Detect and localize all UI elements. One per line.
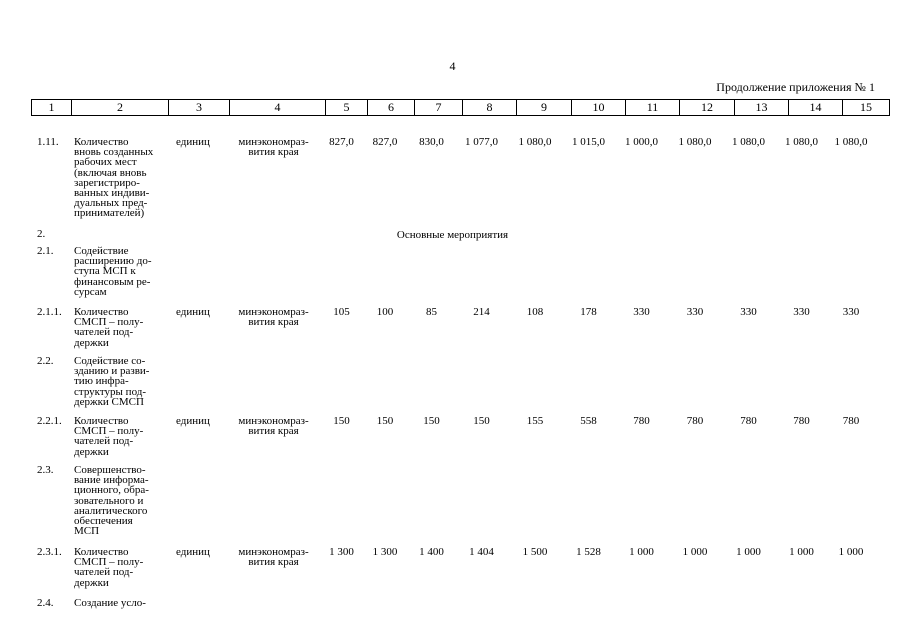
value-cell: 330 bbox=[633, 306, 650, 318]
value-cell: 1 528 bbox=[576, 546, 601, 558]
row-number: 2.2. bbox=[37, 355, 54, 367]
unit-cell: единиц bbox=[176, 306, 210, 318]
row-number: 2. bbox=[37, 228, 46, 240]
value-cell: 330 bbox=[842, 306, 860, 318]
value-cell: 1 404 bbox=[469, 546, 494, 558]
unit-cell: единиц bbox=[176, 136, 210, 148]
value-cell: 1 000 bbox=[789, 546, 814, 558]
indicator-name: Количество СМСП – полу- чателей под- держки bbox=[74, 415, 144, 458]
indicator-name: Совершенство- вание информа- ционного, обра- зовательного и аналитического обеспечения МСП bbox=[74, 464, 149, 538]
row-number: 2.1.1. bbox=[37, 306, 62, 318]
value-cell: 1 300 bbox=[329, 546, 354, 558]
value-cell: 108 bbox=[526, 306, 544, 318]
row-number: 1.11. bbox=[37, 136, 59, 148]
unit-cell: единиц bbox=[176, 415, 210, 427]
continuation-label: Продолжение приложения № 1 bbox=[716, 80, 875, 94]
value-cell: 105 bbox=[333, 306, 350, 318]
header-col-6: 6 bbox=[368, 100, 415, 116]
value-cell: 330 bbox=[793, 306, 810, 318]
value-cell: 1 000,0 bbox=[625, 136, 658, 148]
column-header-row bbox=[32, 100, 890, 116]
value-cell: 1 080,0 bbox=[518, 136, 552, 148]
header-col-3: 3 bbox=[169, 100, 230, 116]
header-col-7: 7 bbox=[415, 100, 463, 116]
row-number: 2.1. bbox=[37, 245, 54, 257]
value-cell: 780 bbox=[740, 415, 757, 427]
header-col-8: 8 bbox=[463, 100, 517, 116]
value-cell: 1 080,0 bbox=[732, 136, 765, 148]
value-cell: 1 077,0 bbox=[465, 136, 498, 148]
row-number: 2.3.1. bbox=[37, 546, 62, 558]
value-cell: 1 080,0 bbox=[834, 136, 868, 148]
responsible-org: минэкономраз- вития края bbox=[238, 306, 309, 329]
column-header-table bbox=[31, 99, 890, 116]
value-cell: 150 bbox=[376, 415, 394, 427]
value-cell: 827,0 bbox=[372, 136, 398, 148]
unit-cell: единиц bbox=[176, 546, 210, 558]
value-cell: 178 bbox=[580, 306, 597, 318]
value-cell: 1 500 bbox=[522, 546, 548, 558]
value-cell: 1 000 bbox=[629, 546, 654, 558]
value-cell: 100 bbox=[376, 306, 394, 318]
value-cell: 150 bbox=[423, 415, 440, 427]
value-cell: 1 015,0 bbox=[572, 136, 605, 148]
value-cell: 330 bbox=[686, 306, 704, 318]
indicator-name: Количество вновь созданных рабочих мест (включая вновь зарегистриро- ванных индиви- дуальных пред- принимателей) bbox=[74, 136, 154, 220]
row-number: 2.2.1. bbox=[37, 415, 62, 427]
value-cell: 1 000 bbox=[736, 546, 761, 558]
page-number: 4 bbox=[449, 59, 456, 73]
value-cell: 150 bbox=[473, 415, 490, 427]
row-number: 2.3. bbox=[37, 464, 54, 476]
header-col-4: 4 bbox=[230, 100, 326, 116]
indicator-name: Создание усло- bbox=[74, 597, 146, 609]
value-cell: 780 bbox=[842, 415, 860, 427]
header-col-1: 1 bbox=[32, 100, 72, 116]
value-cell: 1 080,0 bbox=[785, 136, 818, 148]
value-cell: 1 400 bbox=[419, 546, 444, 558]
value-cell: 214 bbox=[473, 306, 490, 318]
header-col-13: 13 bbox=[735, 100, 789, 116]
value-cell: 780 bbox=[686, 415, 704, 427]
header-col-2: 2 bbox=[72, 100, 169, 116]
indicator-name: Содействие со- зданию и разви- тию инфра- структуры под- держки СМСП bbox=[74, 355, 150, 408]
value-cell: 85 bbox=[426, 306, 437, 318]
value-cell: 780 bbox=[793, 415, 810, 427]
header-col-9: 9 bbox=[517, 100, 572, 116]
value-cell: 1 000 bbox=[682, 546, 708, 558]
value-cell: 1 300 bbox=[372, 546, 398, 558]
header-col-11: 11 bbox=[626, 100, 680, 116]
indicator-name: Количество СМСП – полу- чателей под- держки bbox=[74, 546, 144, 589]
responsible-org: минэкономраз- вития края bbox=[238, 136, 309, 159]
value-cell: 150 bbox=[333, 415, 350, 427]
value-cell: 330 bbox=[740, 306, 757, 318]
value-cell: 1 000 bbox=[838, 546, 864, 558]
header-col-10: 10 bbox=[572, 100, 626, 116]
value-cell: 558 bbox=[580, 415, 597, 427]
row-number: 2.4. bbox=[37, 597, 54, 609]
header-col-5: 5 bbox=[326, 100, 368, 116]
value-cell: 1 080,0 bbox=[678, 136, 712, 148]
value-cell: 830,0 bbox=[419, 136, 444, 148]
section-title: Основные мероприятия bbox=[396, 229, 509, 241]
responsible-org: минэкономраз- вития края bbox=[238, 546, 309, 569]
indicator-name: Содействие расширению до- ступа МСП к финансовым ре- сурсам bbox=[74, 245, 152, 298]
header-col-15: 15 bbox=[843, 100, 890, 116]
header-col-14: 14 bbox=[789, 100, 843, 116]
indicator-name: Количество СМСП – полу- чателей под- держки bbox=[74, 306, 144, 349]
responsible-org: минэкономраз- вития края bbox=[238, 415, 309, 438]
value-cell: 780 bbox=[633, 415, 650, 427]
header-col-12: 12 bbox=[680, 100, 735, 116]
value-cell: 827,0 bbox=[329, 136, 354, 148]
value-cell: 155 bbox=[526, 415, 544, 427]
